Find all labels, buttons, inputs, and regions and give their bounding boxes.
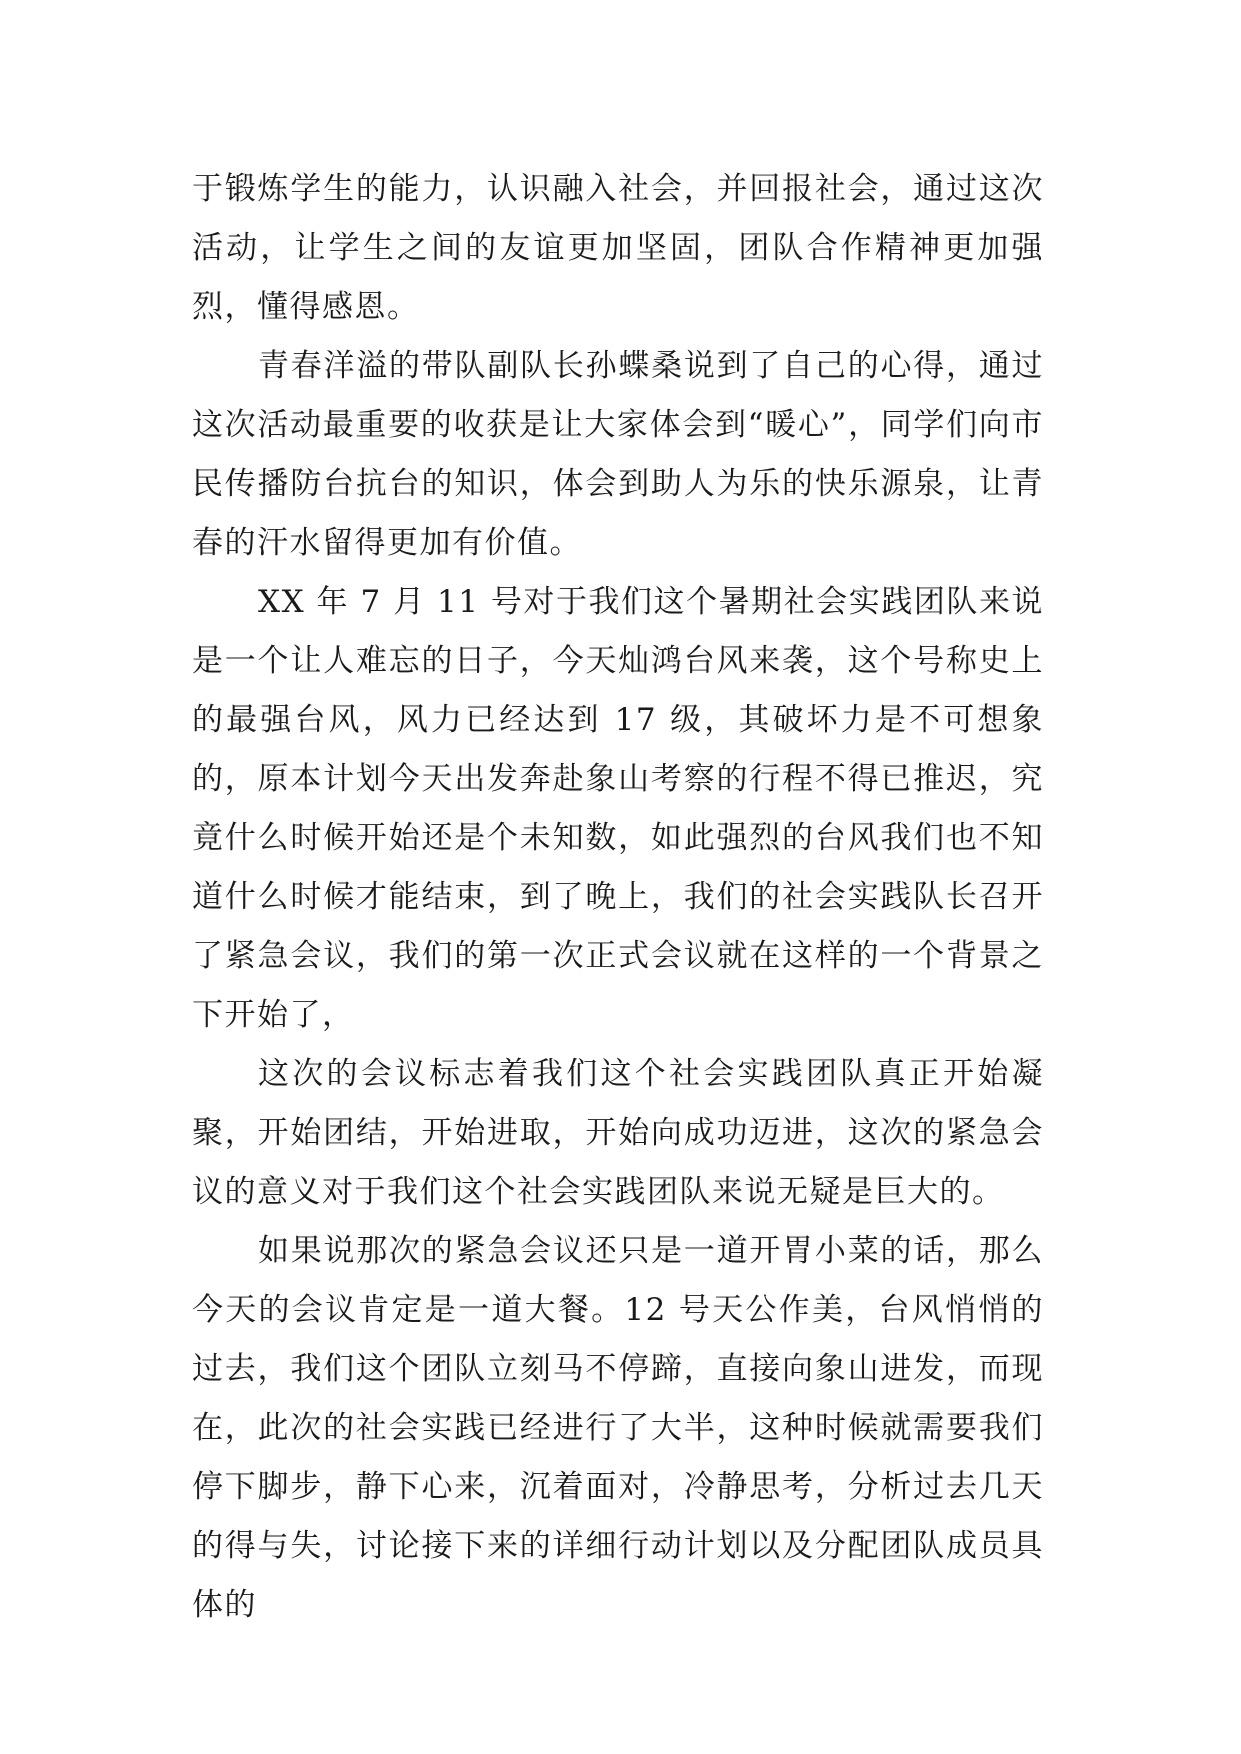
paragraph-5: 如果说那次的紧急会议还只是一道开胃小菜的话，那么今天的会议肯定是一道大餐。12 号天公作美，台风悄悄的过去，我们这个团队立刻马不停蹄，直接向象山进发，而现在，此次的社会实践已经进行了大半，这种时候就需要我们停下脚步，静下心来，沉着面对，冷静思考，分析过去几天的得与失，讨论接下来的详细行动计划以及分配团队成员具体的 xyxy=(192,1233,1044,1623)
paragraph-3: XX 年 7 月 11 号对于我们这个暑期社会实践团队来说是一个让人难忘的日子，今天灿鸿台风来袭，这个号称史上的最强台风，风力已经达到 17 级，其破坏力是不可想象的，原本计划今天出发奔赴象山考察的行程不得已推迟，究竟什么时候开始还是个未知数，如此强烈的台风我们也不知道什么时候才能结束，到了晚上，我们的社会实践队长召开了紧急会议，我们的第一次正式会议就在这样的一个背景之下开始了， xyxy=(192,584,1044,1033)
paragraph-1: 于锻炼学生的能力，认识融入社会，并回报社会，通过这次活动，让学生之间的友谊更加坚固，团队合作精神更加强烈，懂得感恩。 xyxy=(192,171,1044,325)
paragraph-2: 青春洋溢的带队副队长孙蝶桑说到了自己的心得，通过这次活动最重要的收获是让大家体会到“暖心”，同学们向市民传播防台抗台的知识，体会到助人为乐的快乐源泉，让青春的汗水留得更加有价值。 xyxy=(192,348,1044,561)
document-body xyxy=(192,160,1044,1635)
paragraph-4: 这次的会议标志着我们这个社会实践团队真正开始凝聚，开始团结，开始进取，开始向成功迈进，这次的紧急会议的意义对于我们这个社会实践团队来说无疑是巨大的。 xyxy=(192,1056,1044,1210)
